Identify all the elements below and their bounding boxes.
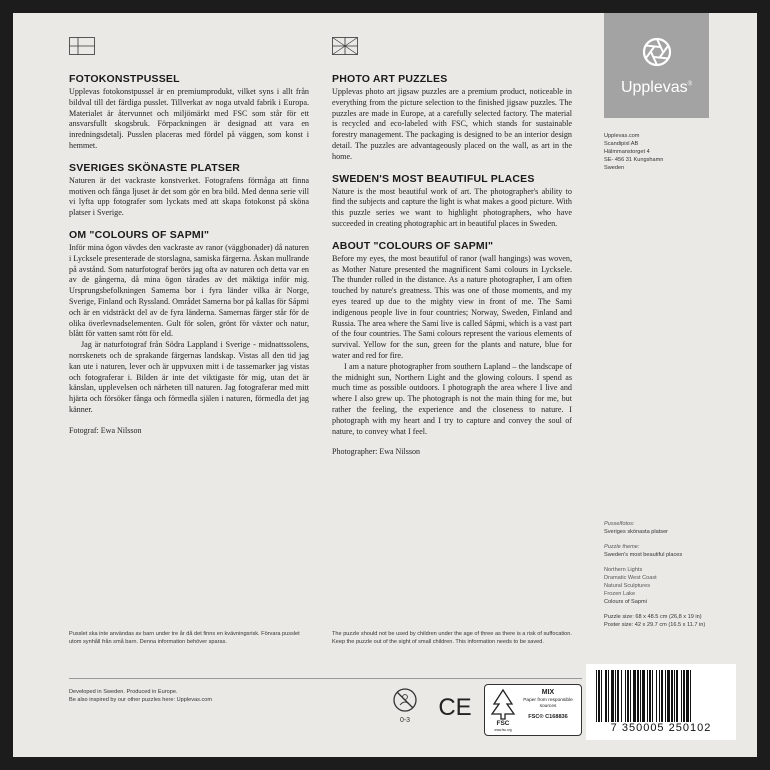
english-column	[332, 37, 572, 456]
barcode-bar	[649, 670, 651, 722]
barcode-bar	[625, 670, 626, 722]
section-heading: FOTOKONSTPUSSEL	[69, 73, 180, 85]
upplevas-logo	[604, 13, 709, 118]
barcode-bar	[630, 670, 631, 722]
photographer-credit: Fotograf: Ewa Nilsson	[69, 425, 142, 435]
series-title: Dramatic West Coast	[604, 575, 657, 581]
barcode-bar	[686, 670, 689, 722]
series-value: Sveriges skönasta platser	[604, 529, 669, 535]
barcode-bar	[681, 670, 682, 722]
section-heading: ABOUT "COLOURS OF SAPMI"	[332, 239, 494, 252]
barcode-bar	[652, 670, 653, 722]
barcode-bar	[642, 670, 645, 722]
section-heading: SWEDEN'S MOST BEAUTIFUL PLACES	[332, 172, 535, 185]
section-paragraph: I am a nature photographer from southern Lapland – the landscape of the midnight sun, Northern Light and the glowing colours. I spend as much time as possible outdoors. I photograph the area where I live and where I also grew up. The photograph is not the main thing for me, but rather the feeling, the experience and the closeness to nature. I photograph with my heart and I try to capture and convey the soul of nature, to convey what I feel.	[332, 361, 572, 436]
safety-warning-swedish: Pusslet ska inte användas av barn under tre år då det finns en kvävningsrisk. Förvara pusslet utom synhåll från små barn. Denna information behöver sparas.	[69, 631, 300, 645]
barcode-bar	[637, 670, 639, 722]
section-paragraph: Before my eyes, the most beautiful of ranor (wall hangings) was woven, as Mother Nature presented the magnificent Sami colours in Lycksele. The thunder rolled in the distance. As a nature photographer, I am often touched by nature's greatness. This was one of those moments, and my eyes teared up due to the mighty view in front of me. The Sami indigenous people live in four countries; Norway, Sweden, Finland and Russia. The area where the Sami live is called Sápmi, which is a vast part of the four countries. The Sami colours represent the various elements of survival. Yellow for the sun, green for the plants and nature, blue for water and red for fire.	[332, 253, 572, 360]
barcode-bar	[608, 670, 609, 722]
uk-flag-icon	[332, 37, 358, 55]
address-line: Scandipixl AB	[604, 141, 639, 147]
fsc-mix: MIX	[541, 689, 555, 696]
address-line: SE- 456 31 Kungshamn	[604, 157, 664, 163]
barcode-bar	[656, 670, 657, 722]
address-line: Hälmmanstorget 4	[604, 149, 650, 155]
section-paragraph: Jag är naturfotograf från Södra Lappland i Sverige - midnattssolens, norrskenets och de sprakande färgernas landskap. Vistas all den tid jag kan ute i naturen, lever och är uppvuxen mitt i de tassemarker jag vistas och fotograferar i. Bilden är inte det viktigaste för mig, utan det är känslan, upplevelsen och närheten till naturen. Jag fotograferar med mitt hjärta och försöker fånga och förmedla själen i naturen, förmedla det jag känner.	[69, 340, 309, 414]
section-about-colours-of-sapmi	[332, 240, 572, 438]
fsc-label	[484, 684, 582, 736]
barcode-bar	[665, 670, 666, 722]
puzzle-size: Puzzle size: 68 x 48.5 cm (26,8 x 19 in)	[604, 614, 702, 620]
theme-label: Puzzle theme:	[604, 544, 640, 550]
footer-origin	[69, 688, 299, 704]
inspired-text: Be also inspired by our other puzzles here: Upplevas.com	[69, 697, 213, 703]
section-photo-art-puzzles	[332, 73, 572, 163]
brand-name	[604, 79, 709, 97]
series-label: Pusselfotos:	[604, 521, 635, 527]
photographer-credit: Photographer: Ewa Nilsson	[332, 447, 420, 457]
section-om-colours-of-sapmi	[69, 229, 309, 416]
barcode-bar	[601, 670, 602, 722]
section-paragraph: Inför mina ögon vävdes den vackraste av ranor (väggbonader) då naturen i Lycksele presenterade de storslagna, samiska färgerna. Åskan mullrande på avstånd. Som naturfotograf berörs jag ofta av naturen och detta var en av de gångerna, då mina ögon tårades av det mäktiga inför mig. Ursprungsbefolkningen Samerna bor i fyra länder vilka är Norge, Sverige, Finland och Ryssland. Området Samerna bor på kallas för Sápmi och är en vidsträckt del av de fyra länderna. Samernas färger står för de olika överlevnadselementen. Gult för solen, grönt för växter och natur, blått för vatten samt rött för eld.	[69, 242, 309, 339]
barcode-bar	[611, 670, 614, 722]
section-paragraph: Upplevas fotokonstpussel är en premiumprodukt, vilket syns i allt från bildval till det färdiga pusslet. Tillverkat av noga utvald fabrik i Europa. Materialet är återvunnet och miljömärkt med FSC som står för ett ansvarsfullt skogsbruk. Förpackningen är designad att vara en inredningsdetalj. Pusslen placeras med fördel på väggen, som konst i hemmet.	[69, 87, 309, 150]
aperture-icon	[642, 37, 672, 67]
age-warning-icon	[392, 688, 418, 726]
fsc-logo-text: FSC	[496, 720, 510, 727]
footer-divider	[69, 678, 582, 679]
series-title: Frozen Lake	[604, 591, 636, 597]
barcode-bar	[598, 670, 600, 722]
barcode-bar	[640, 670, 641, 722]
barcode-bar	[617, 670, 619, 722]
section-paragraph: Upplevas photo art jigsaw puzzles are a premium product, noticeable in everything from the picture selection to the finished jigsaw puzzles. The puzzles are made in Europe, at a carefully selected factory. The material is recycled and eco-labeled with FSC, which stands for sustainable forestry management. The packaging is designed to be an interior design detail. The puzzles are advantageously placed on the wall, as art in the home.	[332, 87, 572, 161]
brand-name-text: Upplevas	[620, 79, 688, 96]
barcode-bar	[659, 670, 660, 722]
swedish-flag-icon	[69, 37, 95, 55]
poster-size: Poster size: 42 x 29.7 cm (16.5 x 11.7 in)	[604, 622, 706, 628]
section-sveriges-skonaste-platser	[69, 162, 309, 219]
barcode-bar	[596, 670, 597, 722]
section-paragraph: Naturen är det vackraste konstverket. Fotografens förmåga att finna motiven och fånga ljuset är det som gör en bra bild. Med denna serie vill vi lyfta upp fotografer som lyckats med att skapa fotokonst på sköna platser i Sverige.	[69, 175, 309, 218]
barcode-bar	[627, 670, 629, 722]
ce-mark-icon	[436, 694, 474, 720]
fsc-code: FSC® C168836	[528, 714, 568, 720]
section-heading: OM "COLOURS OF SAPMI"	[69, 228, 210, 241]
section-heading: PHOTO ART PUZZLES	[332, 73, 448, 85]
address-line: Sweden	[604, 165, 625, 171]
product-info	[604, 520, 744, 629]
fsc-site: www.fsc.org	[494, 728, 512, 732]
developed-in-text: Developed in Sweden. Produced in Europe.	[69, 689, 178, 695]
safety-warning-english: The puzzle should not be used by children under the age of three as there is a risk of suffocation. Keep the puzzle out of the sight of small children. This information needs to be saved.	[332, 631, 572, 645]
barcode-bars	[596, 670, 726, 722]
theme-value: Sweden's most beautiful places	[604, 552, 683, 558]
barcode-number: 7 350005 250102	[610, 722, 712, 734]
company-address	[604, 132, 734, 172]
barcode-bar	[667, 670, 670, 722]
barcode-bar	[647, 670, 648, 722]
registered-mark: ®	[687, 81, 693, 88]
barcode-bar	[671, 670, 673, 722]
barcode-bar	[615, 670, 616, 722]
series-title: Northern Lights	[604, 567, 643, 573]
fsc-text: Paper from responsible sources	[523, 698, 573, 709]
barcode-bar	[661, 670, 663, 722]
address-line: Upplevas.com	[604, 133, 640, 139]
barcode-bar	[633, 670, 636, 722]
section-heading: SVERIGES SKÖNASTE PLATSER	[69, 161, 241, 174]
ce-mark-text: CE	[438, 694, 472, 720]
barcode	[586, 664, 736, 740]
fsc-tree-icon	[489, 688, 517, 732]
age-label: 0-3	[399, 717, 411, 724]
section-fotokonstpussel	[69, 73, 309, 152]
swedish-column	[69, 37, 309, 435]
series-title: Natural Sculptures	[604, 583, 651, 589]
section-swedens-most-beautiful-places	[332, 173, 572, 230]
barcode-bar	[674, 670, 675, 722]
barcode-bar	[683, 670, 685, 722]
section-paragraph: Nature is the most beautiful work of art. The photographer's ability to find the subjects and capture the light is what makes a good picture. With this puzzle series we want to highlight photographers, who have succeeded in creating photographic art in beautiful places in Sweden.	[332, 186, 572, 228]
barcode-bar	[605, 670, 607, 722]
current-title: Colours of Sapmi	[604, 599, 647, 605]
barcode-bar	[621, 670, 622, 722]
barcode-bar	[690, 670, 691, 722]
barcode-bar	[676, 670, 678, 722]
